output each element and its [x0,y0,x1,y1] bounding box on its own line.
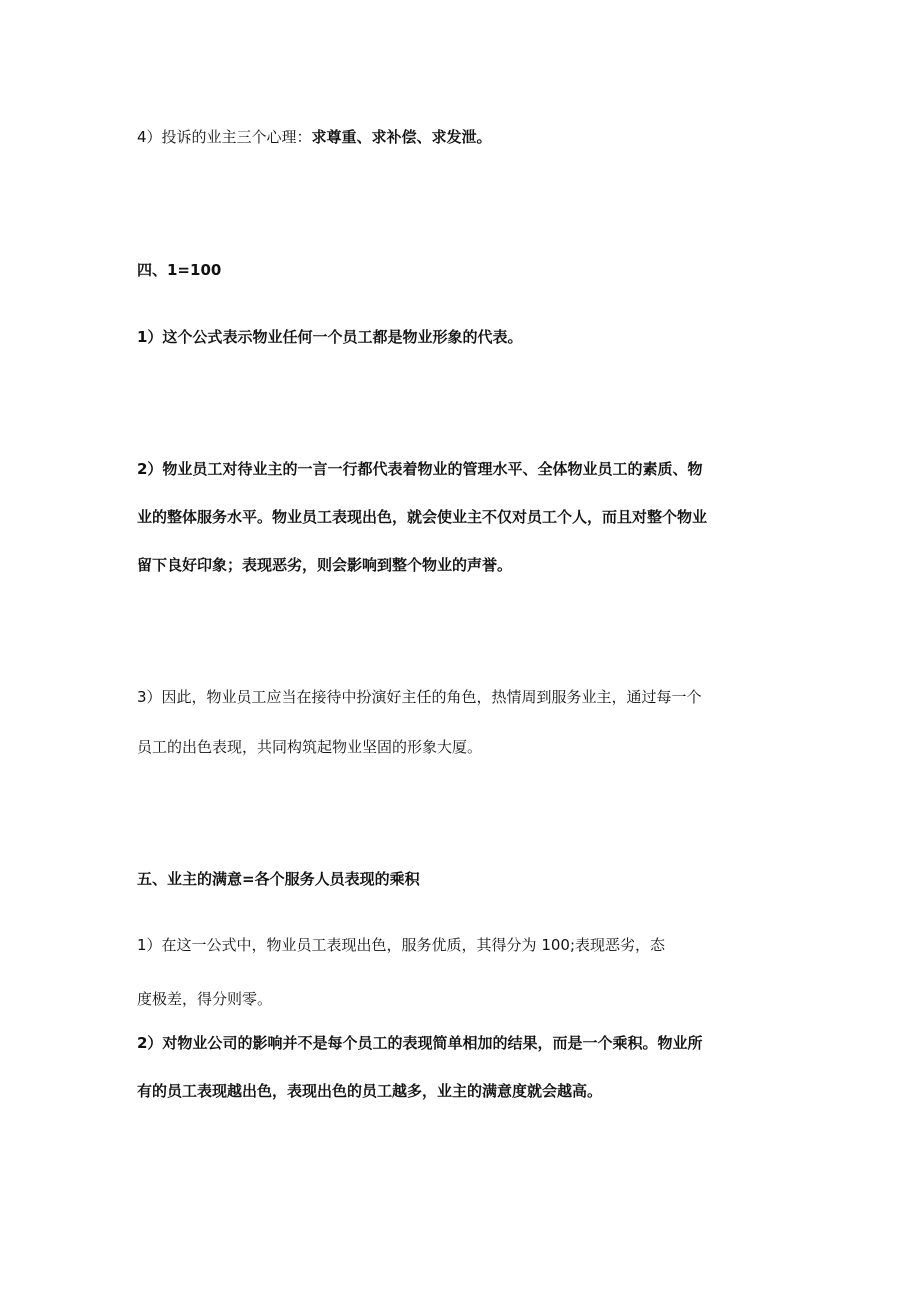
section-4-heading: 四、1=100 [137,261,222,279]
section-4-paragraph-2-line-2: 业的整体服务水平。物业员工表现出色，就会使业主不仅对员工个人，而且对整个物业 [137,508,708,526]
section-5-paragraph-2-line-2: 有的员工表现越出色，表现出色的员工越多，业主的满意度就会越高。 [137,1082,603,1100]
section-4-paragraph-2-line-1: 2）物业员工对待业主的一言一行都代表着物业的管理水平、全体物业员工的素质、物 [137,460,703,478]
section-4-paragraph-3-line-1: 3）因此，物业员工应当在接待中扮演好主任的角色，热情周到服务业主，通过每一个 [137,688,702,706]
section-4-paragraph-2-line-3: 留下良好印象；表现恶劣，则会影响到整个物业的声誉。 [137,556,513,574]
section-5-paragraph-2-line-1: 2）对物业公司的影响并不是每个员工的表现简单相加的结果，而是一个乘积。物业所 [137,1034,703,1052]
section-5-paragraph-1-line-1: 1）在这一公式中，物业员工表现出色，服务优质，其得分为 100;表现恶劣，态 [137,936,665,954]
section-4-paragraph-1: 1）这个公式表示物业任何一个员工都是物业形象的代表。 [137,328,523,346]
item-4-prefix: 4）投诉的业主三个心理： [137,128,312,146]
section-4-paragraph-3-line-2: 员工的出色表现，共同构筑起物业坚固的形象大厦。 [137,738,483,756]
section-5-paragraph-1-line-2: 度极差，得分则零。 [137,990,273,1008]
section-5-heading: 五、业主的满意=各个服务人员表现的乘积 [137,870,420,888]
item-4-complaint-psychology [137,126,492,148]
item-4-bold-text: 求尊重、求补偿、求发泄。 [311,128,492,146]
